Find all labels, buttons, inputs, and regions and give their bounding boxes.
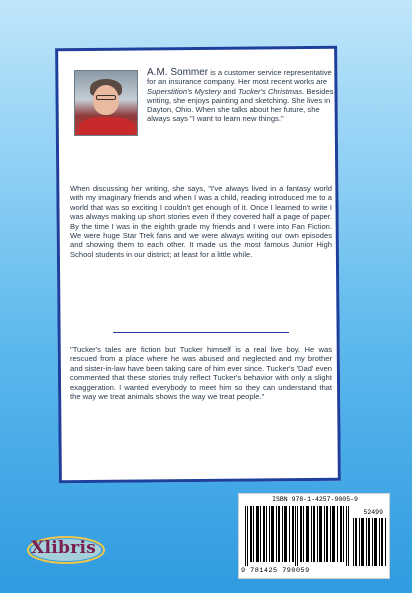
- tucker-paragraph: "Tucker's tales are fiction but Tucker himself is a real live boy. He was rescued from a place where he was abused and neglected and my brother and sister-in-law have been taking care of him ever since. Tucker's 'Dad' even commented that these stories truly reflect Tucker's behavior with only a slight exaggeration. I wanted everybody to meet him so they can understand that the way we treat animals shows the way we treat people.": [70, 345, 332, 402]
- publisher-logo: [27, 535, 107, 565]
- author-photo: [74, 70, 138, 136]
- isbn-label: ISBN 978-1-4257-9005-9: [272, 496, 358, 503]
- photo-shirt: [79, 117, 135, 136]
- photo-glasses: [96, 95, 116, 100]
- barcode-digits: 9 781425 790059: [241, 567, 310, 575]
- bio-and: and: [221, 86, 238, 96]
- barcode-addon-bars: [353, 518, 387, 566]
- author-block: [70, 62, 332, 182]
- bio-rest: . Besides writing, she enjoys painting and sketching. She lives in Dayton, Ohio. When she talks about her future, she always says "I want to learn new things.": [147, 86, 334, 124]
- bio-intro: is a customer service representative for an insurance company. Her most recent works are: [147, 68, 332, 87]
- barcode-box: [238, 493, 390, 579]
- work-title-2: Tucker's Christmas: [237, 86, 303, 96]
- divider-line: [113, 332, 289, 333]
- barcode-main-bars: [245, 506, 349, 566]
- author-bio: [147, 68, 337, 124]
- work-title-1: Superstition's Mystery: [147, 86, 222, 96]
- author-name: A.M. Sommer: [147, 67, 209, 78]
- price-code: 52499: [363, 509, 383, 516]
- photo-face: [93, 85, 119, 115]
- publisher-name: Xlibris: [31, 538, 97, 558]
- writing-paragraph: When discussing her writing, she says, "I've always lived in a fantasy world with my imaginary friends and when I was a child, reading introduced me to a world that was so exciting I couldn't get enough of it. Once I learned to write I was always making up short stories even if they covered half a page of paper. By the time I was in the eighth grade my friends and I were into Fan Fiction. We were huge Star Trek fans and we were always writing our own episodes and showing them to each other. It made us the most famous Junior High School students in our district; at least for a little while.: [70, 184, 332, 259]
- back-cover-content: [70, 62, 332, 482]
